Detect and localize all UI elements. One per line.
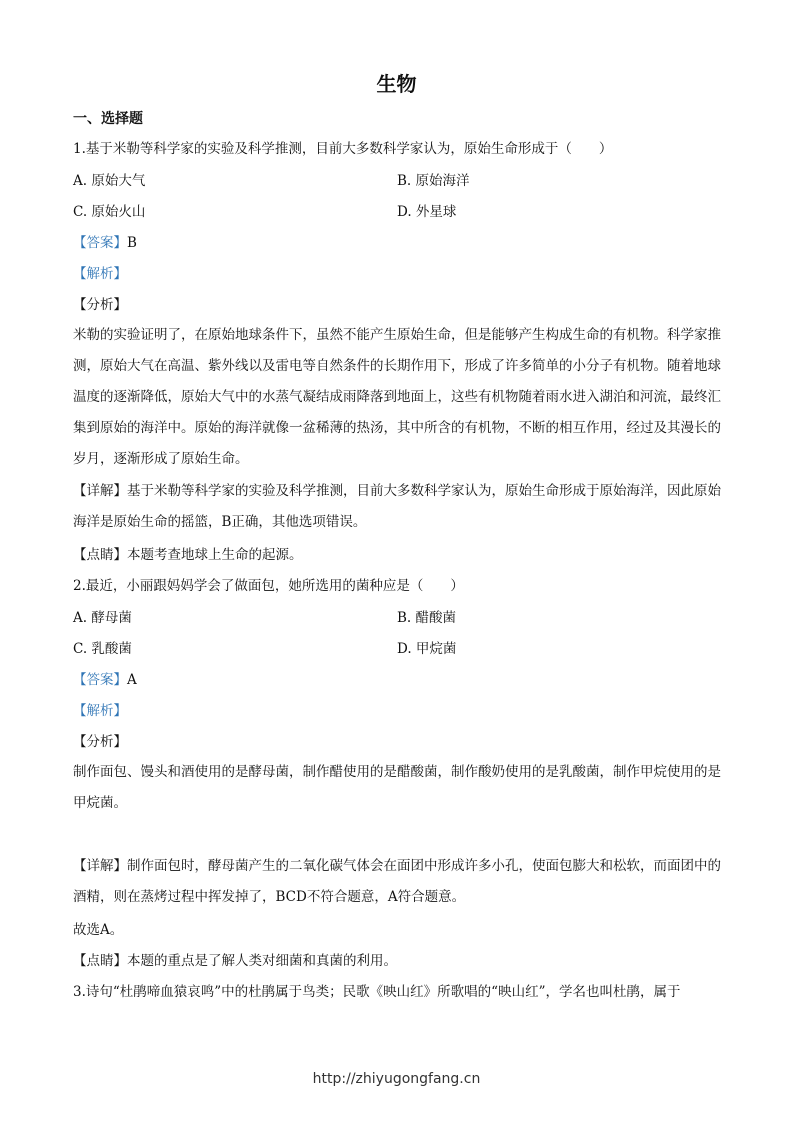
q2-answer [73, 671, 137, 689]
question-1-stem: 1.基于米勒等科学家的实验及科学推测，目前大多数科学家认为，原始生命形成于（ ） [73, 141, 613, 157]
q1-answer-value: B [127, 235, 137, 251]
q2-choose: 故选A。 [73, 922, 124, 938]
q1-option-a: A. 原始大气 [73, 173, 146, 189]
q2-option-a: A. 酵母菌 [73, 610, 132, 626]
q2-option-c: C. 乳酸菌 [73, 641, 132, 657]
q1-answer [73, 234, 137, 252]
q2-detail: 【详解】制作面包时，酵母菌产生的二氧化碳气体会在面团中形成许多小孔，使面包膨大和松软，而面团中的酒精，则在蒸烤过程中挥发掉了，BCD不符合题意，A符合题意。 [73, 858, 721, 905]
page-title: 生物 [376, 72, 417, 96]
q1-option-c: C. 原始火山 [73, 204, 146, 220]
q2-option-d: D. 甲烷菌 [397, 641, 457, 657]
footer-url: http://zhiyugongfang.cn [312, 1071, 481, 1087]
q2-analysis-label: 【解析】 [73, 703, 127, 719]
q1-detail: 【详解】基于米勒等科学家的实验及科学推测，目前大多数科学家认为，原始生命形成于原始海洋，因此原始海洋是原始生命的摇篮，B正确，其他选项错误。 [73, 483, 721, 530]
q2-point: 【点睛】本题的重点是了解人类对细菌和真菌的利用。 [73, 953, 397, 969]
q1-option-b: B. 原始海洋 [397, 173, 470, 189]
q1-point: 【点睛】本题考查地球上生命的起源。 [73, 547, 303, 563]
section-heading: 一、选择题 [73, 111, 143, 127]
question-3-stem: 3.诗句“杜鹃啼血猿哀鸣”中的杜鹃属于鸟类；民歌《映山红》所歌唱的“映山红”，学名也叫杜鹃，属于 [73, 984, 681, 1000]
q1-analysis-label: 【解析】 [73, 266, 127, 282]
q2-option-b: B. 醋酸菌 [397, 610, 457, 626]
q1-fenxi-label: 【分析】 [73, 297, 127, 313]
q2-fenxi-label: 【分析】 [73, 734, 127, 750]
question-2-stem: 2.最近，小丽跟妈妈学会了做面包，她所选用的菌种应是（ ） [73, 578, 464, 594]
q1-fenxi-text: 米勒的实验证明了，在原始地球条件下，虽然不能产生原始生命，但是能够产生构成生命的有机物。科学家推测，原始大气在高温、紫外线以及雷电等自然条件的长期作用下，形成了许多简单的小分子有机物。随着地球温度的逐渐降低，原始大气中的水蒸气凝结成雨降落到地面上，这些有机物随着雨水进入湖泊和河流，最终汇集到原始的海洋中。原始的海洋就像一盆稀薄的热汤，其中所含的有机物，不断的相互作用，经过及其漫长的岁月，逐渐形成了原始生命。 [73, 327, 721, 467]
q2-answer-value: A [127, 672, 137, 688]
q1-option-d: D. 外星球 [397, 204, 457, 220]
q1-answer-label: 【答案】 [73, 235, 127, 251]
q2-fenxi-text: 制作面包、馒头和酒使用的是酵母菌，制作醋使用的是醋酸菌，制作酸奶使用的是乳酸菌，制作甲烷使用的是甲烷菌。 [73, 764, 721, 811]
q2-answer-label: 【答案】 [73, 672, 127, 688]
